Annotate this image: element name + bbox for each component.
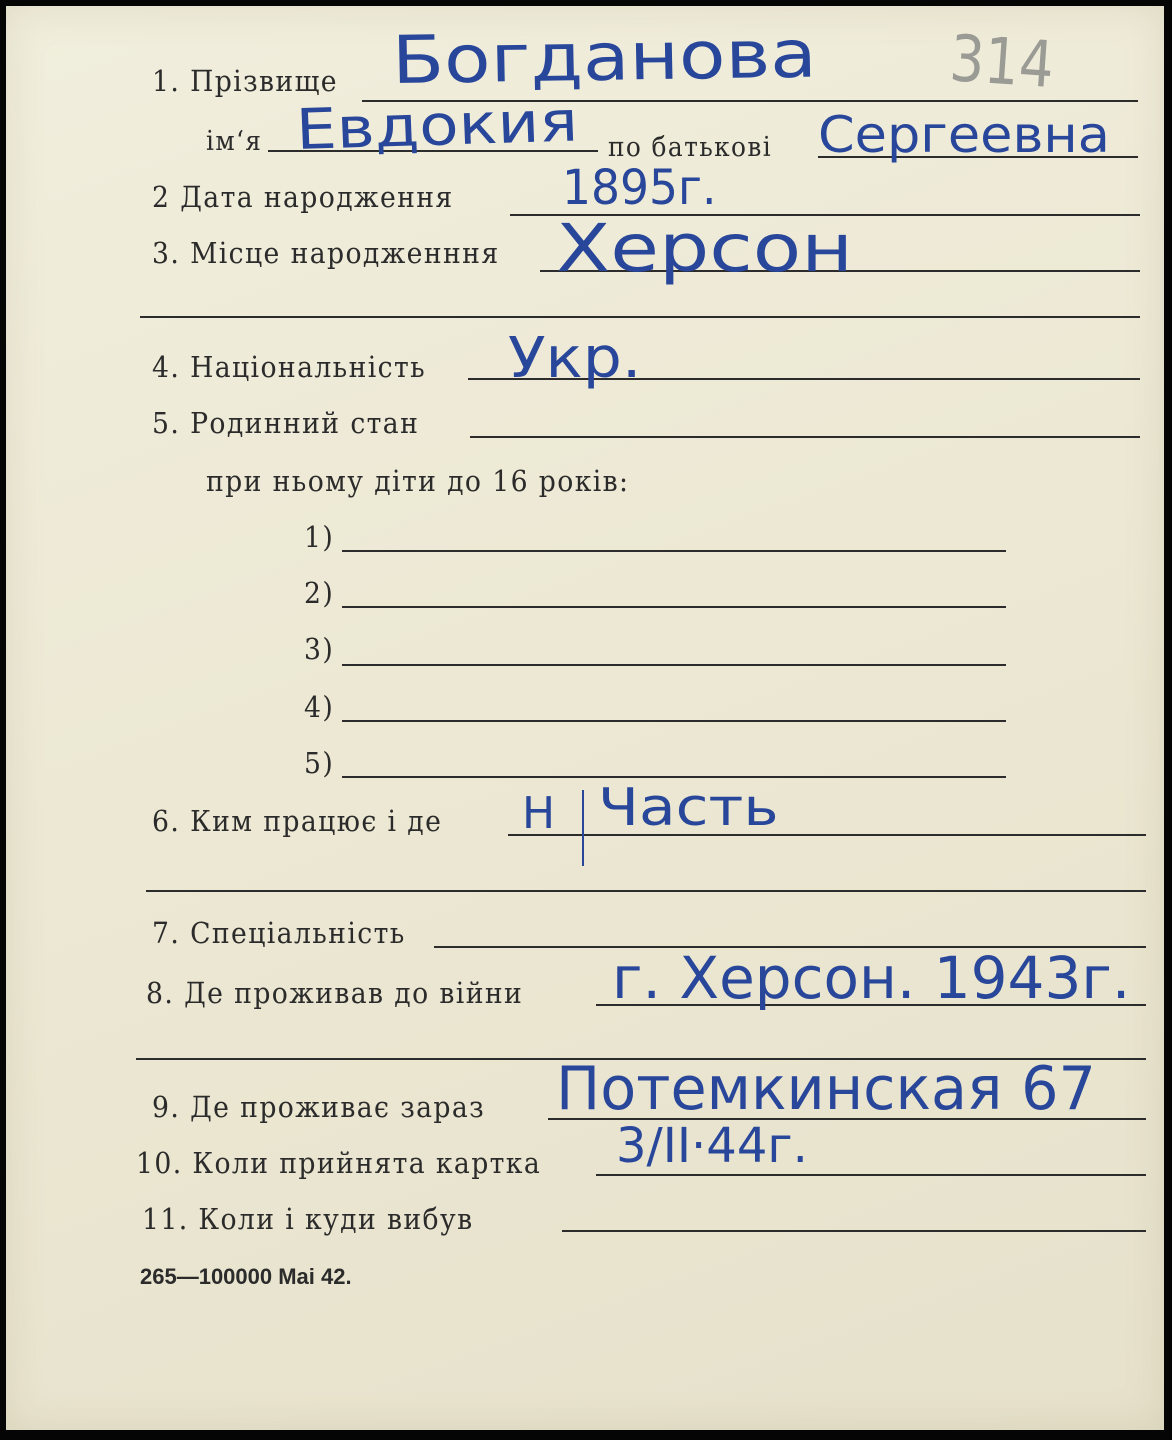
patronymic-value: Сергеевна xyxy=(818,106,1110,164)
nationality-label: 4. Національність xyxy=(152,350,427,384)
birth-place-line-2 xyxy=(140,316,1140,318)
patronymic-label: по батькові xyxy=(608,132,773,163)
prewar-residence-label: 8. Де проживав до війни xyxy=(146,976,524,1010)
pencil-archive-number: 314 xyxy=(947,22,1057,104)
birth-place-value: Херсон xyxy=(556,210,854,287)
employment-label: 6. Ким працює і де xyxy=(152,804,443,838)
child-5-label: 5) xyxy=(304,746,335,780)
employment-value-b: Часть xyxy=(598,778,779,838)
child-3-line xyxy=(342,664,1006,666)
marital-status-label: 5. Родинний стан xyxy=(152,406,420,440)
departure-line xyxy=(562,1230,1146,1232)
card-accepted-line xyxy=(596,1174,1146,1176)
child-3-label: 3) xyxy=(304,632,335,666)
first-name-label: ім‘я xyxy=(206,126,263,157)
current-residence-label: 9. Де проживає зараз xyxy=(152,1090,486,1124)
child-1-label: 1) xyxy=(304,520,335,554)
prewar-residence-value: г. Херсон. 1943г. xyxy=(612,944,1131,1012)
birth-place-label: 3. Місце народженння xyxy=(152,236,500,270)
departure-label: 11. Коли і куди вибув xyxy=(142,1202,474,1236)
card-accepted-label: 10. Коли прийнята картка xyxy=(136,1146,542,1180)
children-label: при ньому діти до 16 років: xyxy=(206,464,630,498)
child-4-line xyxy=(342,720,1006,722)
birth-date-label: 2 Дата народження xyxy=(152,180,454,214)
marital-status-line xyxy=(470,436,1140,438)
employment-value-a: Н xyxy=(522,788,556,839)
nationality-value: Укр. xyxy=(508,326,642,391)
speciality-label: 7. Спеціальність xyxy=(152,916,406,950)
surname-value: Богданова xyxy=(391,15,818,99)
employment-line-2 xyxy=(146,890,1146,892)
first-name-value: Евдокия xyxy=(294,89,580,163)
current-residence-value: Потемкинская 67 xyxy=(556,1054,1096,1124)
child-1-line xyxy=(342,550,1006,552)
surname-label: 1. Прізвище xyxy=(152,64,338,98)
print-code: 265—100000 Mai 42. xyxy=(140,1264,352,1289)
child-2-label: 2) xyxy=(304,576,335,610)
card-accepted-value: 3/II·44г. xyxy=(616,1118,808,1174)
child-4-label: 4) xyxy=(304,690,335,724)
child-2-line xyxy=(342,606,1006,608)
employment-divider xyxy=(582,790,584,866)
birth-date-value: 1895г. xyxy=(562,160,717,216)
